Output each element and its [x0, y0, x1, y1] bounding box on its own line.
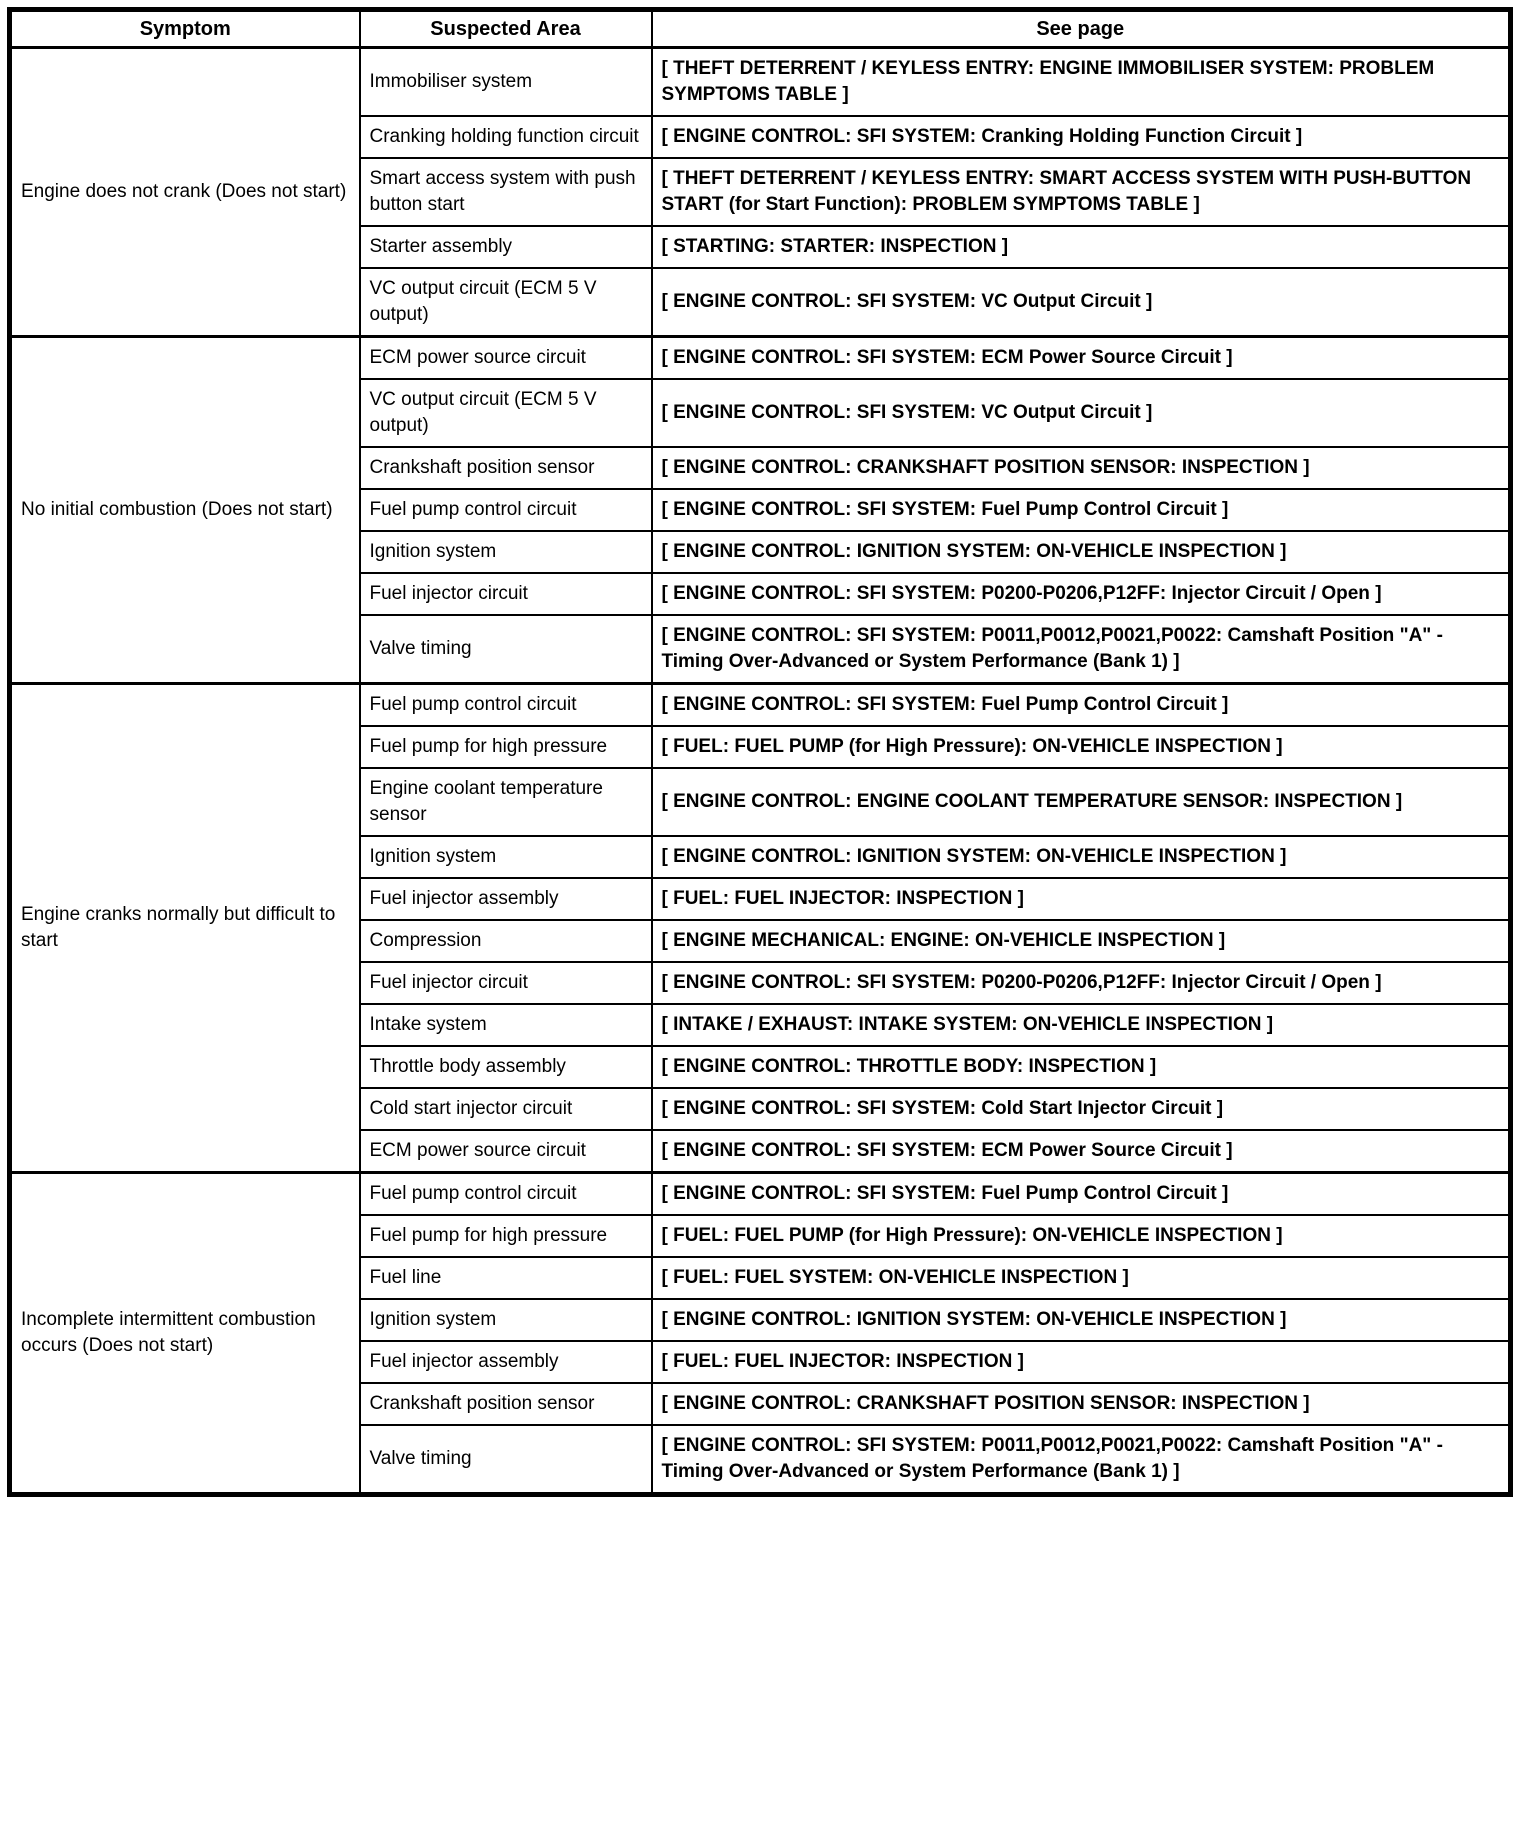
suspected-area-cell: Engine coolant temperature sensor [360, 768, 652, 836]
symptom-cell: Incomplete intermittent combustion occurs (Does not start) [10, 1173, 360, 1495]
table-body [10, 48, 1511, 1495]
suspected-area-cell: Ignition system [360, 531, 652, 573]
see-page-reference: [ ENGINE CONTROL: ENGINE COOLANT TEMPERATURE SENSOR: INSPECTION ] [652, 768, 1511, 836]
suspected-area-cell: Starter assembly [360, 226, 652, 268]
symptom-cell: Engine cranks normally but difficult to start [10, 684, 360, 1173]
table-row [10, 337, 1511, 380]
suspected-area-cell: Fuel pump control circuit [360, 1173, 652, 1216]
suspected-area-cell: Fuel pump for high pressure [360, 726, 652, 768]
suspected-area-cell: Fuel pump control circuit [360, 684, 652, 727]
see-page-reference: [ ENGINE CONTROL: SFI SYSTEM: P0011,P0012,P0021,P0022: Camshaft Position "A" - Timing Over-Advanced or System Performance (Bank 1) ] [652, 1425, 1511, 1495]
suspected-area-cell: VC output circuit (ECM 5 V output) [360, 379, 652, 447]
suspected-area-cell: Throttle body assembly [360, 1046, 652, 1088]
see-page-reference: [ INTAKE / EXHAUST: INTAKE SYSTEM: ON-VEHICLE INSPECTION ] [652, 1004, 1511, 1046]
table-row [10, 684, 1511, 727]
see-page-reference: [ ENGINE CONTROL: SFI SYSTEM: Fuel Pump Control Circuit ] [652, 684, 1511, 727]
see-page-reference: [ FUEL: FUEL INJECTOR: INSPECTION ] [652, 1341, 1511, 1383]
see-page-reference: [ ENGINE CONTROL: SFI SYSTEM: Fuel Pump Control Circuit ] [652, 1173, 1511, 1216]
suspected-area-cell: Cold start injector circuit [360, 1088, 652, 1130]
see-page-reference: [ FUEL: FUEL SYSTEM: ON-VEHICLE INSPECTION ] [652, 1257, 1511, 1299]
suspected-area-cell: Fuel injector circuit [360, 573, 652, 615]
see-page-reference: [ THEFT DETERRENT / KEYLESS ENTRY: SMART ACCESS SYSTEM WITH PUSH-BUTTON START (for Start Function): PROBLEM SYMPTOMS TABLE ] [652, 158, 1511, 226]
header-suspected-area: Suspected Area [360, 10, 652, 48]
see-page-reference: [ ENGINE CONTROL: SFI SYSTEM: VC Output Circuit ] [652, 268, 1511, 337]
see-page-reference: [ FUEL: FUEL INJECTOR: INSPECTION ] [652, 878, 1511, 920]
see-page-reference: [ FUEL: FUEL PUMP (for High Pressure): ON-VEHICLE INSPECTION ] [652, 1215, 1511, 1257]
suspected-area-cell: Ignition system [360, 836, 652, 878]
see-page-reference: [ ENGINE CONTROL: SFI SYSTEM: VC Output Circuit ] [652, 379, 1511, 447]
suspected-area-cell: VC output circuit (ECM 5 V output) [360, 268, 652, 337]
suspected-area-cell: Fuel pump control circuit [360, 489, 652, 531]
see-page-reference: [ FUEL: FUEL PUMP (for High Pressure): ON-VEHICLE INSPECTION ] [652, 726, 1511, 768]
suspected-area-cell: Ignition system [360, 1299, 652, 1341]
suspected-area-cell: ECM power source circuit [360, 1130, 652, 1173]
see-page-reference: [ ENGINE CONTROL: IGNITION SYSTEM: ON-VEHICLE INSPECTION ] [652, 531, 1511, 573]
suspected-area-cell: Cranking holding function circuit [360, 116, 652, 158]
see-page-reference: [ ENGINE CONTROL: SFI SYSTEM: P0200-P0206,P12FF: Injector Circuit / Open ] [652, 573, 1511, 615]
header-row [10, 10, 1511, 48]
suspected-area-cell: Smart access system with push button start [360, 158, 652, 226]
suspected-area-cell: Crankshaft position sensor [360, 447, 652, 489]
see-page-reference: [ THEFT DETERRENT / KEYLESS ENTRY: ENGINE IMMOBILISER SYSTEM: PROBLEM SYMPTOMS TABLE ] [652, 48, 1511, 117]
see-page-reference: [ ENGINE CONTROL: THROTTLE BODY: INSPECTION ] [652, 1046, 1511, 1088]
suspected-area-cell: Immobiliser system [360, 48, 652, 117]
suspected-area-cell: ECM power source circuit [360, 337, 652, 380]
table-row [10, 48, 1511, 117]
suspected-area-cell: Valve timing [360, 615, 652, 684]
header-symptom: Symptom [10, 10, 360, 48]
see-page-reference: [ ENGINE CONTROL: CRANKSHAFT POSITION SENSOR: INSPECTION ] [652, 1383, 1511, 1425]
suspected-area-cell: Valve timing [360, 1425, 652, 1495]
see-page-reference: [ ENGINE CONTROL: SFI SYSTEM: Cold Start Injector Circuit ] [652, 1088, 1511, 1130]
see-page-reference: [ STARTING: STARTER: INSPECTION ] [652, 226, 1511, 268]
suspected-area-cell: Fuel injector assembly [360, 1341, 652, 1383]
see-page-reference: [ ENGINE CONTROL: SFI SYSTEM: ECM Power Source Circuit ] [652, 337, 1511, 380]
suspected-area-cell: Fuel line [360, 1257, 652, 1299]
see-page-reference: [ ENGINE CONTROL: SFI SYSTEM: P0011,P0012,P0021,P0022: Camshaft Position "A" - Timing Over-Advanced or System Performance (Bank 1) ] [652, 615, 1511, 684]
suspected-area-cell: Compression [360, 920, 652, 962]
see-page-reference: [ ENGINE CONTROL: SFI SYSTEM: Cranking Holding Function Circuit ] [652, 116, 1511, 158]
see-page-reference: [ ENGINE CONTROL: IGNITION SYSTEM: ON-VEHICLE INSPECTION ] [652, 1299, 1511, 1341]
see-page-reference: [ ENGINE CONTROL: SFI SYSTEM: P0200-P0206,P12FF: Injector Circuit / Open ] [652, 962, 1511, 1004]
suspected-area-cell: Crankshaft position sensor [360, 1383, 652, 1425]
suspected-area-cell: Fuel injector circuit [360, 962, 652, 1004]
problem-symptoms-table [7, 7, 1513, 1497]
see-page-reference: [ ENGINE CONTROL: IGNITION SYSTEM: ON-VEHICLE INSPECTION ] [652, 836, 1511, 878]
see-page-reference: [ ENGINE CONTROL: CRANKSHAFT POSITION SENSOR: INSPECTION ] [652, 447, 1511, 489]
see-page-reference: [ ENGINE MECHANICAL: ENGINE: ON-VEHICLE INSPECTION ] [652, 920, 1511, 962]
see-page-reference: [ ENGINE CONTROL: SFI SYSTEM: Fuel Pump Control Circuit ] [652, 489, 1511, 531]
see-page-reference: [ ENGINE CONTROL: SFI SYSTEM: ECM Power Source Circuit ] [652, 1130, 1511, 1173]
symptom-cell: Engine does not crank (Does not start) [10, 48, 360, 337]
suspected-area-cell: Fuel injector assembly [360, 878, 652, 920]
suspected-area-cell: Fuel pump for high pressure [360, 1215, 652, 1257]
symptom-cell: No initial combustion (Does not start) [10, 337, 360, 684]
suspected-area-cell: Intake system [360, 1004, 652, 1046]
header-see-page: See page [652, 10, 1511, 48]
table-row [10, 1173, 1511, 1216]
